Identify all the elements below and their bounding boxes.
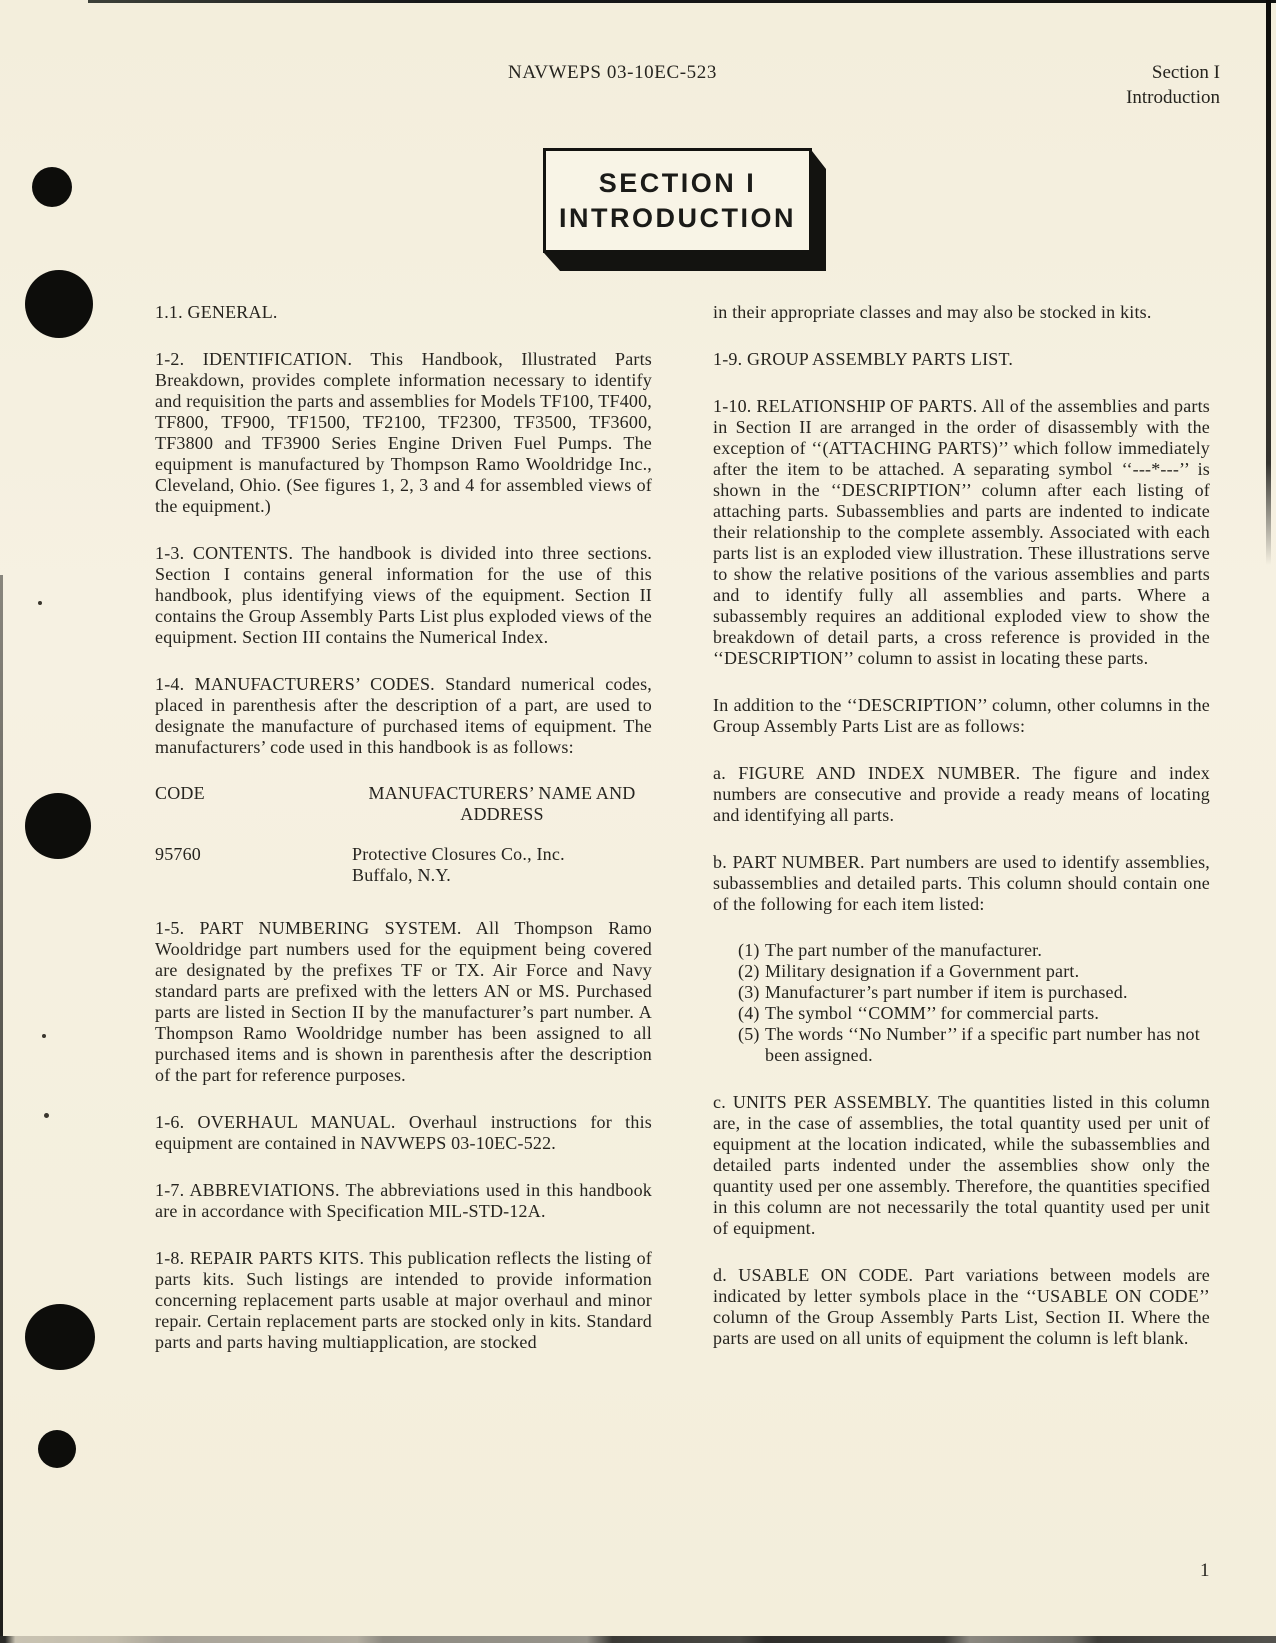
section-reference-line1: Section I bbox=[1151, 62, 1220, 83]
manufacturer-name-address: Protective Closures Co., Inc. Buffalo, N.Y. bbox=[352, 844, 565, 885]
part-number-options-list bbox=[713, 940, 1210, 1066]
list-item: (4) The symbol ‘‘COMM’’ for commercial parts. bbox=[738, 1003, 1100, 1023]
para-in-addition: In addition to the ‘‘DESCRIPTION’’ column, other columns in the Group Assembly Parts List are as follows: bbox=[713, 695, 1210, 736]
manufacturers-code-table bbox=[155, 783, 652, 886]
para-general: 1.1. GENERAL. bbox=[155, 302, 278, 322]
list-item: (1) The part number of the manufacturer. bbox=[738, 940, 1043, 960]
section-title-box-frame bbox=[543, 148, 812, 253]
left-column bbox=[155, 302, 652, 1379]
scan-speck bbox=[42, 1034, 46, 1038]
para-figure-and-index-number: a. FIGURE AND INDEX NUMBER. The figure and index numbers are consecutive and provide a ready means of locating and identifying all parts. bbox=[713, 763, 1210, 825]
section-reference-line2: Introduction bbox=[1126, 87, 1220, 108]
para-manufacturers-codes: 1-4. MANUFACTURERS’ CODES. Standard numerical codes, placed in parenthesis after the description of a part, are used to designate the manufacture of purchased items of equipment. The manufacturers’ code used in this handbook is as follows: bbox=[155, 674, 652, 757]
para-part-number: b. PART NUMBER. Part numbers are used to identify assemblies, subassemblies and detailed parts. This column should contain one of the following for each item listed: bbox=[713, 852, 1210, 914]
list-item: (3) Manufacturer’s part number if item is purchased. bbox=[738, 982, 1128, 1002]
manufacturer-code-value: 95760 bbox=[155, 844, 201, 864]
para-usable-on-code: d. USABLE ON CODE. Part variations between models are indicated by letter symbols place in the ‘‘USABLE ON CODE’’ column of the Group Assembly Parts List, Section II. Where the parts are used on all units of equipment the column is left blank. bbox=[713, 1265, 1210, 1348]
para-abbreviations: 1-7. ABBREVIATIONS. The abbreviations used in this handbook are in accordance with Specification MIL-STD-12A. bbox=[155, 1180, 652, 1221]
list-item: (5) The words ‘‘No Number’’ if a specific part number has not been assigned. bbox=[738, 1024, 1200, 1065]
binding-hole bbox=[25, 793, 91, 859]
para-contents: 1-3. CONTENTS. The handbook is divided into three sections. Section I contains general information for the use of this handbook, plus identifying views of the equipment. Section II contains the Group Assembly Parts List plus exploded views of the equipment. Section III contains the Numerical Index. bbox=[155, 543, 652, 647]
section-reference bbox=[1126, 60, 1220, 110]
binding-hole bbox=[38, 1430, 76, 1468]
code-column-header: CODE bbox=[155, 783, 205, 803]
para-continuation: in their appropriate classes and may also be stocked in kits. bbox=[713, 302, 1152, 322]
section-title-line2: INTRODUCTION bbox=[559, 203, 796, 233]
scan-speck bbox=[38, 601, 42, 605]
code-table-data-row bbox=[155, 844, 652, 886]
para-group-assembly-parts-list: 1-9. GROUP ASSEMBLY PARTS LIST. bbox=[713, 349, 1014, 369]
code-table-header-row bbox=[155, 783, 652, 825]
para-overhaul-manual: 1-6. OVERHAUL MANUAL. Overhaul instructions for this equipment are contained in NAVWEPS 03-10EC-522. bbox=[155, 1112, 652, 1153]
document-number: NAVWEPS 03-10EC-523 bbox=[508, 62, 717, 83]
list-item: (2) Military designation if a Government part. bbox=[738, 961, 1080, 981]
scan-edge-right bbox=[1266, 0, 1271, 565]
right-column bbox=[713, 302, 1210, 1375]
scan-edge-left bbox=[0, 575, 3, 1643]
name-address-column-header: MANUFACTURERS’ NAME AND ADDRESS bbox=[368, 783, 636, 824]
binding-hole bbox=[25, 270, 93, 338]
scan-speck bbox=[44, 1113, 49, 1118]
section-title-box bbox=[543, 148, 828, 272]
page-number: 1 bbox=[1200, 1560, 1210, 1581]
para-units-per-assembly: c. UNITS PER ASSEMBLY. The quantities listed in this column are, in the case of assemblies, the total quantity used per unit of equipment at the location indicated, while the subassemblies and detailed parts indented under the assemblies show only the quantity used per one assembly. Therefore, the quantities specified in this column are not necessarily the total quantity used per unit of equipment. bbox=[713, 1092, 1210, 1238]
binding-hole bbox=[32, 167, 72, 207]
para-part-numbering: 1-5. PART NUMBERING SYSTEM. All Thompson Ramo Wooldridge part numbers used for the equipment being covered are designated by the prefixes TF or TX. Air Force and Navy standard parts are prefixed with the letters AN or MS. Purchased parts are listed in Section II by the manufacturer’s part number. A Thompson Ramo Wooldridge number has been assigned to all purchased items and is shown in parenthesis after the description of the part for reference purposes. bbox=[155, 918, 652, 1085]
para-identification: 1-2. IDENTIFICATION. This Handbook, Illustrated Parts Breakdown, provides complete information necessary to identify and requisition the parts and assemblies for Models TF100, TF400, TF800, TF900, TF1500, TF2100, TF2300, TF3500, TF3600, TF3800 and TF3900 Series Engine Driven Fuel Pumps. The equipment is manufactured by Thompson Ramo Wooldridge Inc., Cleveland, Ohio. (See figures 1, 2, 3 and 4 for assembled views of the equipment.) bbox=[155, 349, 652, 516]
para-repair-parts-kits: 1-8. REPAIR PARTS KITS. This publication reflects the listing of parts kits. Such listings are intended to provide information concerning replacement parts usable at major overhaul and minor repair. Certain replacement parts are stocked only in kits. Standard parts and parts having multiapplication, are stocked bbox=[155, 1248, 652, 1352]
binding-hole bbox=[25, 1304, 95, 1370]
scan-edge-top bbox=[88, 0, 1276, 3]
scan-edge-bottom bbox=[0, 1636, 1276, 1643]
para-relationship-of-parts: 1-10. RELATIONSHIP OF PARTS. All of the assemblies and parts in Section II are arranged in the order of disassembly with the exception of ‘‘(ATTACHING PARTS)’’ which follow immediately after the item to be attached. A separating symbol ‘‘---*---’’ is shown in the ‘‘DESCRIPTION’’ column after each listing of attaching parts. Subassemblies and parts are indented to indicate their relationship to the complete assembly. Associated with each parts list is an exploded view illustration. These illustrations serve to show the relative positions of the various assemblies and parts and to identify fully all assemblies and parts. Where a subassembly requires an additional exploded view to show the breakdown of detail parts, a cross reference is provided in the ‘‘DESCRIPTION’’ column to assist in locating these parts. bbox=[713, 396, 1210, 668]
section-title-line1: SECTION I bbox=[598, 168, 757, 198]
